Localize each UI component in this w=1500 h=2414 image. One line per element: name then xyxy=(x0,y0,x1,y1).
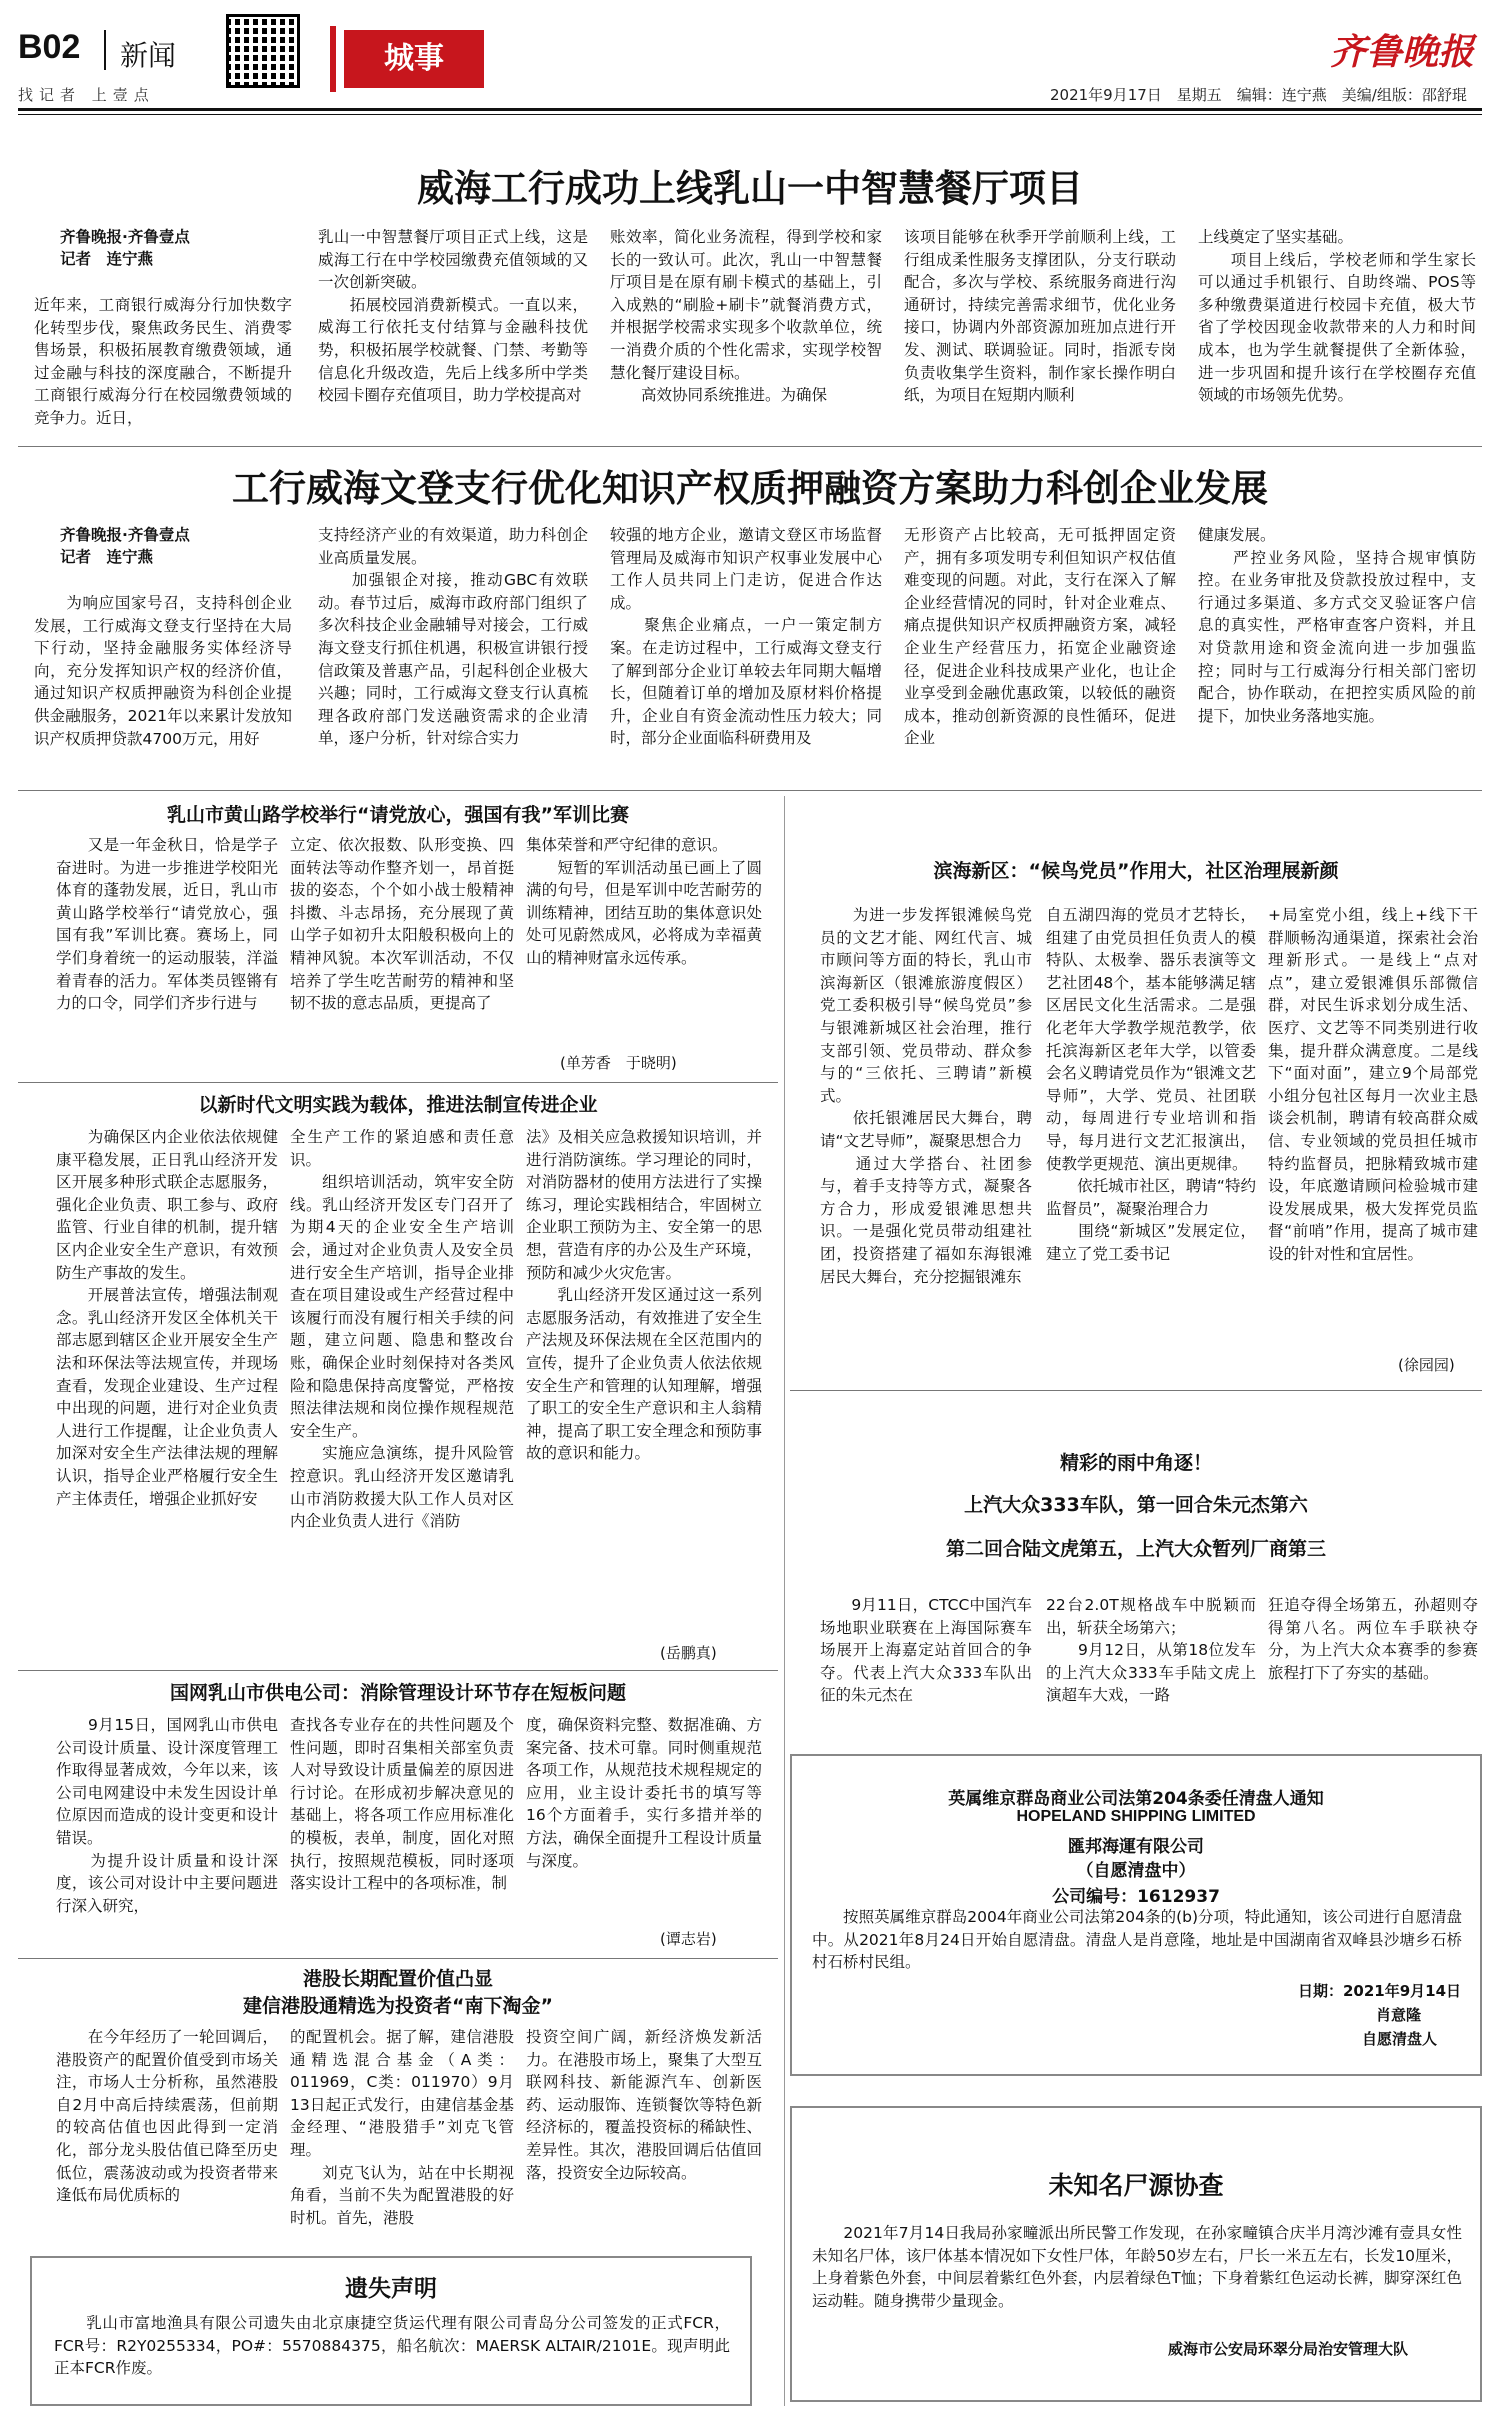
article8-title-line1: 上汽大众333车队，第一回合朱元杰第六 xyxy=(964,1494,1308,1516)
section-slogan: 找记者 上壹点 xyxy=(18,86,155,104)
section-name: 新闻 xyxy=(120,39,177,72)
article7-title: 滨海新区：“候鸟党员”作用大，社区治理展新颜 xyxy=(933,860,1339,882)
article8-col1: 9月11日，CTCC中国汽车场地职业联赛在上海国际赛车场展开上海嘉定站首回合的争夺。代表上汽大众333车队出征的朱元杰在 xyxy=(820,1596,1032,1705)
article8-kicker: 精彩的雨中角逐！ xyxy=(1059,1452,1212,1474)
divider xyxy=(18,1082,778,1083)
article1-byline xyxy=(60,226,190,270)
article1-col4: 该项目能够在秋季开学前顺利上线，工行组成柔性服务支撑团队，分支行联动配合，多次与学校、系统服务商进行沟通研讨，持续完善需求细节，优化业务接口，协调内外部资源加班加点进行开发、测试、联调验证。同时，指派专岗负责收集学生资料，制作家长操作明白纸，为项目在短期内顺利 xyxy=(904,228,1176,405)
article6-title xyxy=(18,1964,778,2018)
divider xyxy=(790,1390,1482,1391)
article8-title-line2: 第二回合陆文虎第五，上汽大众暂列厂商第三 xyxy=(945,1538,1326,1560)
article8-col2: 22台2.0T规格战车中脱颖而出，斩获全场第六； 9月12日，从第18位发车的上汽大众333车手陆文虎上演超车大戏，一路 xyxy=(1046,1596,1256,1705)
article3-title: 乳山市黄山路学校举行“请党放心，强国有我”军训比赛 xyxy=(167,804,629,826)
byline-reporter: 记者 连宁燕 xyxy=(60,250,154,268)
unidentified-body-notice-sign: 威海市公安局环翠分局治安管理大队 xyxy=(1168,2340,1409,2358)
article2-byline xyxy=(60,524,190,568)
article6-col1: 在今年经历了一轮回调后，港股资产的配置价值受到市场关注，市场人士分析称，虽然港股自2月中高后持续震荡，但前期的较高估值也因此得到一定消化，部分龙头股估值已降至历史低位，震荡波动或为投资者带来逢低布局优质标的 xyxy=(56,2028,278,2205)
article6-title-line1: 港股长期配置价值凸显 xyxy=(302,1968,493,1990)
divider xyxy=(18,1958,778,1959)
liquidation-status: （自愿清盘中） xyxy=(1076,1861,1196,1881)
article2-col2: 支持经济产业的有效渠道，助力科创企业高质量发展。 加强银企对接，推动GBC有效联动。春节过后，威海市政府部门组织了多次科技企业金融辅导对接会，工行威海文登支行抓住机遇，积极宣讲银行授信政策及普惠产品，引起科创企业极大兴趣；同时，工行威海文登支行认真梳理各政府部门发送融资需求的企业清单，逐户分析，针对综合实力 xyxy=(318,526,588,748)
lost-notice-body: 乳山市富地渔具有限公司遗失由北京康捷空货运代理有限公司青岛分公司签发的正式FCR，FCR号：R2Y0255334，PO#：5570884375，船名航次：MAERSK ALTAIR/2101E。现声明此正本FCR作废。 xyxy=(54,2314,730,2378)
article2-col3: 较强的地方企业，邀请文登区市场监督管理局及威海市知识产权事业发展中心工作人员共同上门走访，促进合作达成。 聚焦企业痛点，一户一策定制方案。在走访过程中，工行威海文登支行了解到部分企业订单较去年同期大幅增长，但随着订单的增加及原材料价格提升，企业自有资金流动性压力较大；同时，部分企业面临科研费用及 xyxy=(610,526,882,748)
byline-org: 齐鲁晚报·齐鲁壹点 xyxy=(60,526,190,544)
article5-col3: 度，确保资料完整、数据准确、方案完备、技术可靠。同时侧重规范各项工作，从规范技术规程规定的应用，业主设计委托书的填写等16个方面着手，实行多措并举的方法，确保全面提升工程设计质量与深度。 xyxy=(526,1716,762,1870)
article2-col5: 健康发展。 严控业务风险，坚持合规审慎防控。在业务审批及贷款投放过程中，支行通过多渠道、多方式交叉验证客户信息的真实性，严格审查客户资料，并且对贷款用途和资金流向进一步加强监控；同时与工行威海分行相关部门密切配合，协作联动，在把控实质风险的前提下，加快业务落地实施。 xyxy=(1198,526,1476,725)
article6-col3: 投资空间广阔，新经济焕发新活力。在港股市场上，聚集了大型互联网科技、新能源汽车、创新医药、运动服饰、连锁餐饮等特色新经济标的，覆盖投资标的稀缺性、差异性。其次，港股回调后估值回落，投资安全边际较高。 xyxy=(526,2028,762,2182)
header-rule-thin xyxy=(18,114,1482,115)
unidentified-body-notice-body: 2021年7月14日我局孙家疃派出所民警工作发现，在孙家疃镇合庆半月湾沙滩有壹具女性未知名尸体，该尸体基本情况如下女性尸体，年龄50岁左右，尸长一米五左右，长发10厘米，上身着紫色外套，中间层着紫红色外套，内层着绿色T恤；下身着紫红色运动长裤，脚穿深红色运动鞋。随身携带少量现金。 xyxy=(812,2224,1462,2310)
article2-title: 工行威海文登支行优化知识产权质押融资方案助力科创企业发展 xyxy=(232,467,1268,510)
article7-col1: 为进一步发挥银滩候鸟党员的文艺才能、网红代言、城市顾问等方面的特长，乳山市滨海新区（银滩旅游度假区）党工委积极引导“候鸟党员”参与银滩新城区社会治理，推行支部引领、党员带动、群众参与的“三依托、三聘请”新模式。 依托银滩居民大舞台，聘请“文艺导师”，凝聚思想合力 通过大学搭台、社团参与，着手支持等方式，凝聚各方合力，形成爱银滩思想共识。一是强化党员带动组建社团，投资搭建了福如东海银滩居民大舞台，充分挖掘银滩东 xyxy=(820,906,1032,1286)
article4-col2: 全生产工作的紧迫感和责任意识。 组织培训活动，筑牢安全防线。乳山经济开发区专门召开了为期4天的企业安全生产培训会，通过对企业负责人及安全员进行安全生产培训，指导企业排查在项目建设或生产经营过程中该履行而没有履行相关手续的问题，建立问题、隐患和整改台账，确保企业时刻保持对各类风险和隐患保持高度警觉，严格按照法律法规和岗位操作规程规范安全生产。 实施应急演练，提升风险管控意识。乳山经济开发区邀请乳山市消防救援大队工作人员对区内企业负责人进行《消防 xyxy=(290,1128,514,1531)
byline-reporter: 记者 连宁燕 xyxy=(60,548,154,566)
article5-title: 国网乳山市供电公司：消除管理设计环节存在短板问题 xyxy=(169,1682,626,1704)
byline-org: 齐鲁晚报·齐鲁壹点 xyxy=(60,228,190,246)
liquidation-notice-title: 英属维京群岛商业公司法第204条委任清盘人通知 xyxy=(948,1789,1324,1809)
article8-col3: 狂追夺得全场第五，孙超则夺得第八名。两位车手联袂夺分，为上汽大众本赛季的参赛旅程打下了夯实的基础。 xyxy=(1268,1596,1478,1682)
article6-title-line2: 建信港股通精选为投资者“南下淘金” xyxy=(243,1995,553,2017)
divider xyxy=(18,1670,778,1671)
article1-col3: 账效率，简化业务流程，得到学校和家长的一致认可。此次，乳山一中智慧餐厅项目是在原有刷卡模式的基础上，引入成熟的“刷脸+刷卡”就餐消费方式，并根据学校需求实现多个收款单位，统一消费介质的个性化需求，实现学校智慧化餐厅建设目标。 高效协同系统推进。为确保 xyxy=(610,228,882,405)
article5-col1: 9月15日，国网乳山市供电公司设计质量、设计深度管理工作取得显著成效，今年以来，该公司电网建设中未发生因设计单位原因而造成的设计变更和设计错误。 为提升设计质量和设计深度，该公司对设计中主要问题进行深入研究， xyxy=(56,1716,278,1915)
divider xyxy=(18,790,1482,791)
article4-author: (岳鹏真) xyxy=(660,1644,717,1662)
column-divider xyxy=(784,796,785,2406)
page-number: B02 xyxy=(18,28,81,66)
liquidation-company-code: 公司编号：1612937 xyxy=(1052,1887,1220,1907)
liquidator-name: 肖意隆 xyxy=(1376,2006,1422,2024)
article2-col1: 为响应国家号召，支持科创企业发展，工行威海文登支行坚持在大局下行动，坚持金融服务实体经济导向，充分发挥知识产权的经济价值，通过知识产权质押融资为科创企业提供金融服务，2021年以来累计发放知识产权质押贷款4700万元，用好 xyxy=(34,594,292,748)
issue-meta: 2021年9月17日 星期五 编辑：连宁燕 美编/组版：邵舒琨 xyxy=(1050,86,1467,104)
article3-col2: 立定、依次报数、队形变换、四面转法等动作整齐划一，昂首挺拔的姿态，个个如小战士般精神抖擞、斗志昂扬，充分展现了黄山学子如初升太阳般积极向上的精神风貌。本次军训活动，不仅培养了学生吃苦耐劳的精神和坚韧不拔的意志品质，更提高了 xyxy=(290,836,514,1013)
header-rule xyxy=(18,108,1482,111)
article1-title: 威海工行成功上线乳山一中智慧餐厅项目 xyxy=(417,167,1083,210)
article2-col4: 无形资产占比较高，无可抵押固定资产，拥有多项发明专利但知识产权估值难变现的问题。对此，支行在深入了解企业经营情况的同时，针对企业难点、痛点提供知识产权质押融资方案，减轻企业生产经营压力，拓宽企业融资途径，促进企业科技成果产业化，也让企业享受到金融优惠政策，以较低的融资成本，推动创新资源的良性循环，促进企业 xyxy=(904,526,1176,748)
divider xyxy=(18,446,1482,447)
liquidation-company-en: HOPELAND SHIPPING LIMITED xyxy=(1016,1808,1256,1825)
article5-author: (谭志岩) xyxy=(660,1930,717,1948)
article4-col3: 法》及相关应急救援知识培训，并进行消防演练。学习理论的同时，对消防器材的使用方法进行了实操练习，理论实践相结合，牢固树立企业职工预防为主、安全第一的思想，营造有序的办公及生产环境，预防和减少火灾危害。 乳山经济开发区通过这一系列志愿服务活动，有效推进了安全生产法规及环保法规在全区范围内的宣传，提升了企业负责人依法依规安全生产和管理的认知理解，增强了职工的安全生产意识和主人翁精神，提高了职工安全理念和预防事故的意识和能力。 xyxy=(526,1128,762,1463)
lost-notice-title: 遗失声明 xyxy=(345,2276,437,2302)
article3-col3: 集体荣誉和严守纪律的意识。 短暂的军训活动虽已画上了圆满的句号，但是军训中吃苦耐劳的训练精神，团结互助的集体意识处处可见蔚然成风，必将成为幸福黄山的精神财富永远传承。 xyxy=(526,836,762,967)
article3-col1: 又是一年金秋日，恰是学子奋进时。为进一步推进学校阳光体育的蓬勃发展，近日，乳山市黄山路学校举行“请党放心，强国有我”军训比赛。赛场上，同学们身着统一的运动服装，洋溢着青春的活力。军体类员铿锵有力的口令，同学们齐步行进与 xyxy=(56,836,278,1013)
liquidation-notice-body: 按照英属维京群岛2004年商业公司法第204条的(b)分项，特此通知，该公司进行自愿清盘中。从2021年8月24日开始自愿清盘。清盘人是肖意隆，地址是中国湖南省双峰县沙塘乡石桥村石桥村民组。 xyxy=(812,1908,1462,1972)
article1-col5: 上线奠定了坚实基础。 项目上线后，学校老师和学生家长可以通过手机银行、自助终端、POS等多种缴费渠道进行校园卡充值，极大节省了学校因现金收款带来的人力和时间成本，也为学生就餐提供了全新体验，进一步巩固和提升该行在学校圈存充值领域的市场领先优势。 xyxy=(1198,228,1476,405)
article1-col2: 乳山一中智慧餐厅项目正式上线，这是威海工行在中学校园缴费充值领域的又一次创新突破。 拓展校园消费新模式。一直以来，威海工行依托支付结算与金融科技优势，积极拓展学校就餐、门禁、考勤等信息化升级改造，先后上线多所中学类校园卡圈存充值项目，助力学校提高对 xyxy=(318,228,588,405)
liquidation-date: 日期：2021年9月14日 xyxy=(1298,1982,1462,2000)
article7-author: (徐园园) xyxy=(1398,1356,1455,1374)
article6-col2: 的配置机会。据了解，建信港股通精选混合基金（A类：011969，C类：011970）9月13日起正式发行，由建信基金基金经理、“港股猎手”刘克飞管理。 刘克飞认为，站在中长期视角看，当前不失为配置港股的好时机。首先，港股 xyxy=(290,2028,514,2227)
qr-code-frame xyxy=(226,14,300,88)
article7-col3: +局室党小组，线上+线下干群顺畅沟通渠道，探索社会治理新形式。一是线上“点对点”，建立爱银滩俱乐部微信群，对民生诉求划分成生活、医疗、文艺等不同类别进行收集，提升群众满意度。二是线下“面对面”，建立9个局部党小组分包社区每月一次业主恳谈会机制，聘请有较高群众威信、专业领域的党员担任城市特约监督员，把脉精致城市建设，年底邀请顾问检验城市建设发展成果，极大发挥党员监督“前哨”作用，提高了城市建设的针对性和宜居性。 xyxy=(1268,906,1478,1263)
liquidator-role: 自愿清盘人 xyxy=(1362,2030,1438,2048)
liquidation-company-cn: 匯邦海運有限公司 xyxy=(1068,1837,1204,1857)
article5-col2: 查找各专业存在的共性问题及个性问题，即时召集相关部室负责人对导致设计质量偏差的原因进行讨论。在形成初步解决意见的基础上，将各项工作应用标准化的模板，表单，制度，固化对照执行，按照规范模板，同时逐项落实设计工程中的各项标准，制 xyxy=(290,1716,514,1893)
article4-col1: 为确保区内企业依法依规健康平稳发展，正日乳山经济开发区开展多种形式联企志愿服务，强化企业负责、职工参与、政府监管、行业自律的机制，提升辖区内企业安全生产意识，有效预防生产事故的发生。 开展普法宣传，增强法制观念。乳山经济开发区全体机关干部志愿到辖区企业开展安全生产法和环保法等法规宣传，并现场查看，发现企业建设、生产过程中出现的问题，进行对企业负责人进行工作提醒，让企业负责人加深对安全生产法律法规的理解认识，指导企业严格履行安全生产主体责任，增强企业抓好安 xyxy=(56,1128,278,1508)
article3-author: (单芳香 于晓明) xyxy=(560,1054,677,1072)
article7-col2: 自五湖四海的党员才艺特长，组建了由党员担任负责人的模特队、太极拳、器乐表演等文艺社团48个，基本能够满足辖区居民文化生活需求。二是强化老年大学教学规范教学，依托滨海新区老年大学，以管委会名义聘请党员作为“银滩文艺导师”，大学、党员、社团联动，每周进行专业培训和指导，每月进行文艺汇报演出，使教学更规范、演出更规律。 依托城市社区，聘请“特约监督员”，凝聚治理合力 围绕“新城区”发展定位，建立了党工委书记 xyxy=(1046,906,1256,1263)
header-divider xyxy=(104,30,106,70)
article4-title: 以新时代文明实践为载体，推进法制宣传进企业 xyxy=(198,1094,598,1116)
column-tag-bar xyxy=(330,26,336,92)
column-tag: 城事 xyxy=(344,30,484,88)
unidentified-body-notice-title: 未知名尸源协查 xyxy=(1048,2171,1224,2200)
article1-col1: 近年来，工商银行威海分行加快数字化转型步伐，聚焦政务民生、消费零售场景，积极拓展教育缴费领域，通过金融与科技的深度融合，不断提升工商银行威海分行在校园缴费领域的竞争力。近日， xyxy=(34,296,292,427)
newspaper-logo: 齐鲁晚报 xyxy=(1330,31,1475,73)
